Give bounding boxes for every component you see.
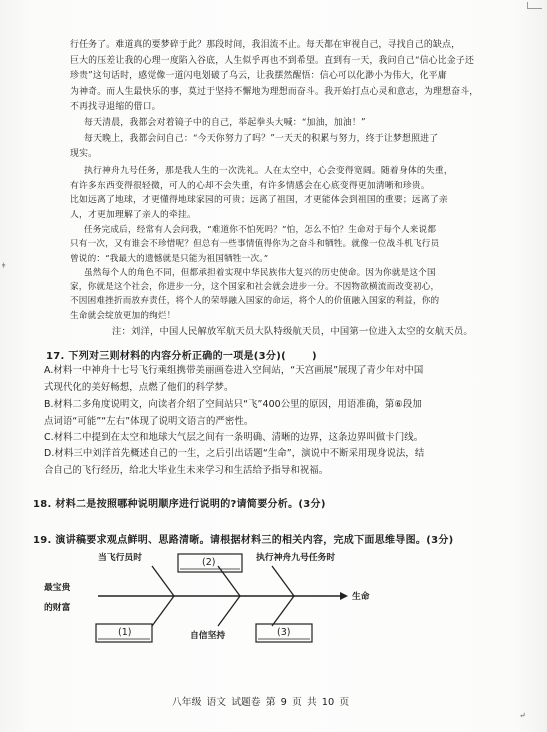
crop-mark: [527, 2, 542, 9]
upper-right-label: 执行神舟九号任务时: [256, 553, 336, 563]
question-19-title: 19. 演讲稿要求观点鲜明、思路清晰。请根据材料三的相关内容，完成下面思维导图。(3分): [33, 535, 454, 546]
author-note: 注：刘洋，中国人民解放军航天员大队特级航天员，中国第一位进入太空的女航天员。: [112, 326, 473, 337]
text-line: 巨大的压差让我的心理一度陷入谷底，人生似乎再也不到希望。直到有一天，我问自己“信心比金子还: [70, 55, 475, 66]
page-footer: 八年级 语文 试题卷 第 9 页 共 10 页: [172, 697, 350, 708]
margin-mark: ǂ: [2, 262, 6, 270]
text-line: 行任务了。难道真的要梦碎于此？那段时间，我泪流不止。每天都在审视自己，寻找自己的缺点，: [70, 40, 461, 50]
arrow-head-icon: [340, 592, 348, 600]
blank-1-number[interactable]: (1): [118, 627, 132, 638]
material-paragraph-3: [70, 164, 453, 222]
material-paragraph-4: [70, 223, 439, 323]
text-line: 现实。: [70, 149, 98, 159]
text-line: 不再找寻退缩的借口。: [70, 102, 161, 112]
paragraph-mark-icon: ↵: [519, 711, 526, 720]
material-paragraph-1-tail: [70, 100, 161, 116]
fishbone-mind-map: [40, 552, 390, 662]
lower-bone-1: [152, 596, 174, 626]
start-label-line1: 最宝贵: [44, 583, 71, 593]
material-paragraph-1: [70, 38, 478, 100]
question-18-title: 18. 材料二是按照哪种说明顺序进行说明的?请简要分析。(3分): [33, 499, 326, 510]
text-line: 只有一次，又有谁会不珍惜呢？但总有一些事情值得你为之奋斗和牺牲。就像一位战斗机飞行员: [70, 239, 440, 250]
option-line: 点词语“可能”“左右”体现了说明文语言的严密性。: [44, 415, 254, 427]
text-line: 曾说的：“我最大的遗憾就是只能为祖国牺牲一次。”: [70, 253, 269, 264]
blank-2-number[interactable]: (2): [202, 557, 216, 568]
text-line: 执行神舟九号任务，那是我人生的一次洗礼。人在太空中，心会变得宽阔。随着身体的失重，: [84, 166, 453, 176]
option-line: D.材料三中刘洋首先概述自己的一生，之后引出话题“生命”，演说中不断采用现身说法，结: [44, 448, 425, 459]
text-line: 每天清晨，我都会对着镜子中的自己，举起拳头大喊：“加油，加油！”: [84, 118, 366, 128]
lower-bone-3: [272, 596, 294, 626]
text-line: 任务完成后，经常有人会问我，“难道你不怕死吗？”怕，怎么不怕？生命对于每个人来说都: [84, 225, 437, 235]
option-line: C.材料二中提到在太空和地球大气层之间有一条明确、清晰的边界，这条边界叫做卡门线。: [44, 432, 424, 443]
option-a: [44, 363, 423, 396]
text-line: 生命就会绽放更加的绚烂！: [70, 310, 176, 321]
blank-3-number[interactable]: (3): [277, 627, 291, 638]
option-line: 合自己的飞行经历，给北大毕业生未来学习和生活给予指导和祝福。: [44, 464, 329, 476]
option-line: B.材料二多角度说明文，向读者介绍了空间站只“飞”400公里的原因，用语准确，第⑥段加: [44, 399, 422, 410]
fishbone-lines: [40, 552, 390, 662]
upper-bone-1: [152, 566, 174, 596]
question-17-text: 17. 下列对三则材料的内容分析正确的一项是(3分)(: [46, 351, 286, 362]
option-d: [44, 446, 424, 479]
upper-bone-2: [218, 566, 240, 596]
material-paragraph-2-tail: [70, 147, 97, 163]
option-c: [44, 430, 423, 447]
start-label-line2: 的财富: [44, 603, 71, 613]
text-line: 不因困难挫折而放弃责任，将个人的荣辱融入国家的命运，将个人的价值融入国家的利益，你的: [70, 296, 440, 307]
end-label: 生命: [352, 592, 370, 602]
upper-left-label: 当飞行员时: [98, 553, 142, 563]
text-line: 人，才更加理解了亲人的牵挂。: [70, 209, 196, 220]
lower-middle-label: 自信坚持: [190, 631, 226, 641]
material-paragraph-2: [84, 116, 438, 147]
text-line: 虽然每个人的角色不同，但都承担着实现中华民族伟大复兴的历史使命。因为你就是这个国: [84, 267, 436, 278]
option-b: [44, 397, 422, 430]
text-line: 有许多东西变得很轻微，可人的心却不会失重，有许多情感会在心底变得更加清晰和珍贵。: [70, 180, 430, 191]
option-line: A.材料一中神舟十七号飞行乘组携带美丽画卷进入空间站，“天宫画展”展现了青少年对中国: [44, 365, 424, 376]
upper-bone-3: [272, 566, 294, 596]
text-line: 珍贵”这句话时，感觉像一道闪电划破了乌云，让我摆然醒悟：信心可以化渺小为伟大，化平庸: [70, 71, 447, 81]
option-line: 式现代化的美好畅想，点燃了他们的科学梦。: [44, 381, 234, 393]
question-17-close: ): [311, 351, 317, 362]
text-line: 每天晚上，我都会问自己：“今天你努力了吗？”一天天的积累与努力，终于让梦想照进了: [84, 133, 439, 144]
text-line: 家，你就是这个社会，你进步一分，这个国家和社会就会进步一分。不因物欲横流而改变初心，: [70, 282, 440, 293]
question-17-title: [46, 347, 317, 362]
text-line: 为神奇。而人生最快乐的事，莫过于坚持不懈地为理想而奋斗。我开始打点心灵和意志，为理想奋斗，: [70, 86, 479, 97]
text-line: 比如远离了地球，才更懂得地球家园的可贵；远离了祖国，才更能体会到祖国的重要；远离了亲: [70, 195, 448, 205]
lower-bone-2: [218, 596, 240, 626]
